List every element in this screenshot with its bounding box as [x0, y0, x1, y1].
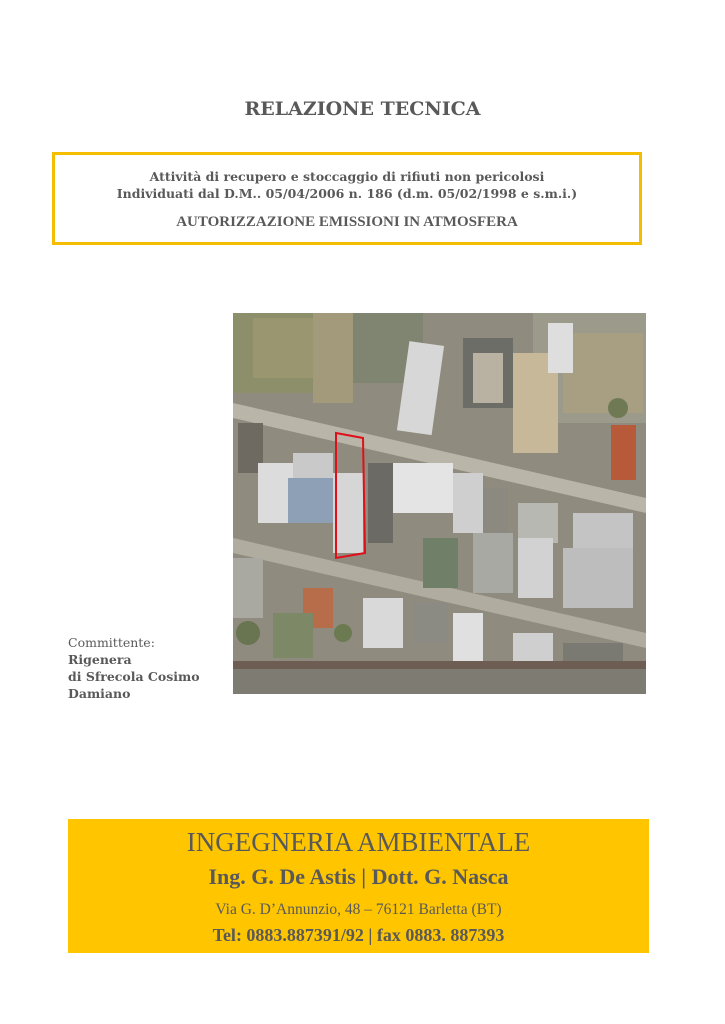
- client-block: [68, 634, 200, 702]
- subject-line-2: Individuati dal D.M.. 05/04/2006 n. 186 (d.m. 05/02/1998 e s.m.i.): [116, 186, 578, 201]
- document-title: RELAZIONE TECNICA: [244, 98, 481, 120]
- subject-heading: AUTORIZZAZIONE EMISSIONI IN ATMOSFERA: [176, 214, 518, 230]
- company-phone: Tel: 0883.887391/92 | fax 0883. 887393: [212, 925, 505, 945]
- client-name-line-2: di Sfrecola Cosimo: [68, 669, 200, 684]
- aerial-photo-image: [233, 313, 646, 694]
- client-name-line-1: Rigenera: [68, 652, 132, 667]
- subject-box: [52, 152, 642, 245]
- company-address: Via G. D’Annunzio, 48 – 76121 Barletta (BT): [215, 901, 502, 918]
- company-people: Ing. G. De Astis | Dott. G. Nasca: [208, 864, 509, 889]
- client-label: Committente:: [68, 635, 155, 650]
- client-name-line-3: Damiano: [68, 686, 131, 701]
- company-name: INGEGNERIA AMBIENTALE: [186, 827, 531, 857]
- company-footer: [68, 819, 649, 953]
- aerial-photo: [233, 313, 646, 694]
- subject-line-1: Attività di recupero e stoccaggio di rifiuti non pericolosi: [149, 169, 545, 184]
